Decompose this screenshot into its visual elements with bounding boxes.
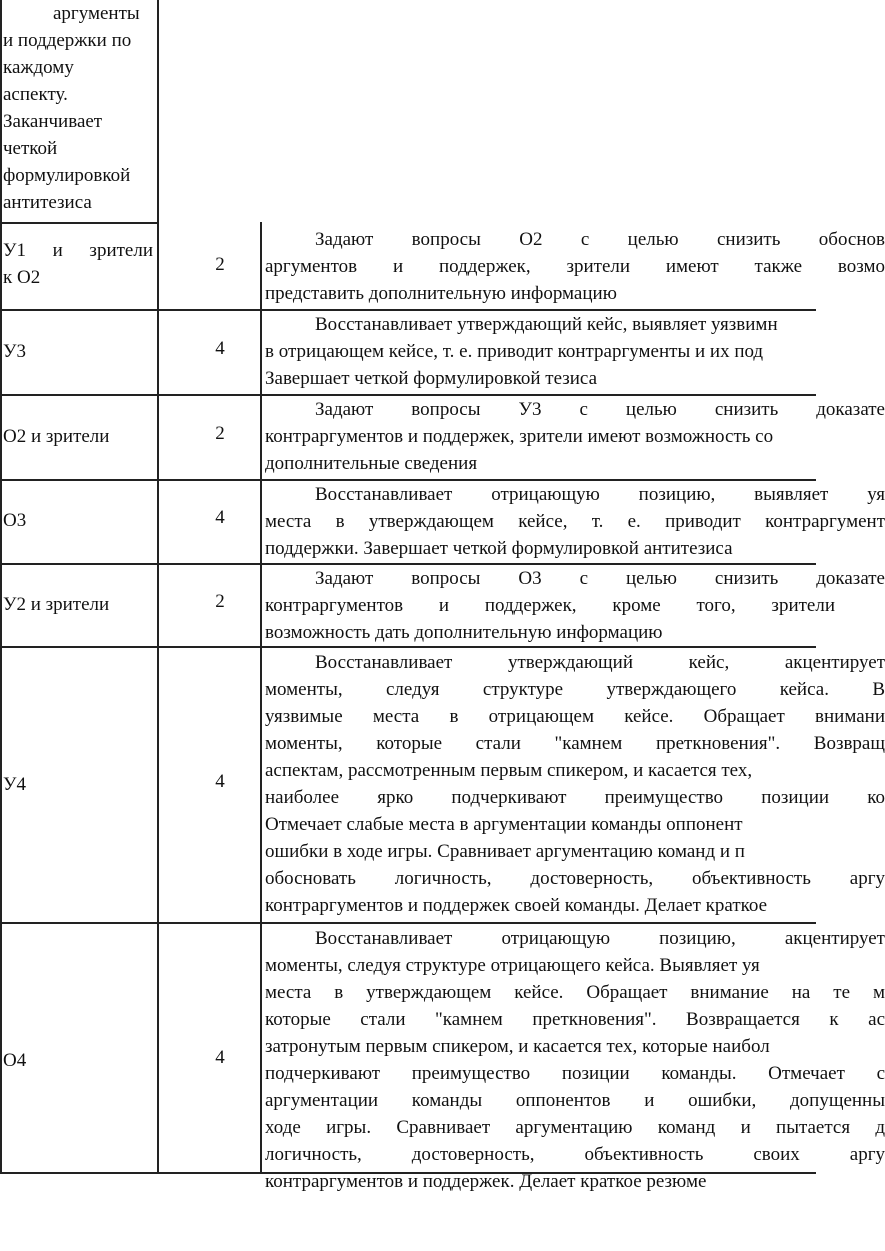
desc-line: контраргументов и поддержек. Делает краткое резюме	[265, 1171, 707, 1192]
desc-line: дополнительные сведения	[265, 453, 478, 474]
desc-line: Восстанавливает отрицающую позицию, выявляет уя	[315, 484, 885, 505]
desc-line: места в утверждающем кейсе. Обращает внимание на те м	[265, 982, 885, 1003]
desc-line: места в утверждающем кейсе, т. е. приводит контраргумент	[265, 511, 885, 532]
column-divider-time	[260, 222, 262, 1174]
row-description	[265, 649, 885, 919]
fragment-line: и поддержки по	[3, 30, 132, 51]
desc-line: контраргументов и поддержек, кроме того, зрители	[265, 595, 835, 616]
desc-line: Завершает четкой формулировкой тезиса	[265, 368, 598, 389]
desc-line: которые стали "камнем преткновения". Возвращается к ас	[265, 1009, 885, 1030]
desc-line: Восстанавливает отрицающую позицию, акцентирует	[315, 928, 885, 949]
desc-line: ошибки в ходе игры. Сравнивает аргументацию команд и п	[265, 841, 745, 862]
fragment-line: формулировкой	[3, 165, 131, 186]
fragment-line: каждому	[3, 57, 74, 78]
row-description	[265, 925, 885, 1195]
row-time: 4	[215, 771, 225, 792]
desc-line: моменты, следуя структуре утверждающего кейса. В	[265, 679, 885, 700]
fragment-line: Заканчивает	[3, 111, 103, 132]
desc-line: затронутым первым спикером, и касается тех, которые наибол	[265, 1036, 770, 1057]
desc-line: аргументации команды оппонентов и ошибки, допущенны	[265, 1090, 885, 1111]
desc-line: логичность, достоверность, объективность своих аргу	[265, 1144, 885, 1165]
desc-line: обосновать логичность, достоверность, объективность аргу	[265, 868, 885, 889]
desc-line: в отрицающем кейсе, т. е. приводит контраргументы и их под	[265, 341, 764, 362]
fragment-line: четкой	[3, 138, 58, 159]
row-description	[265, 396, 885, 477]
desc-line: Задают вопросы У3 с целью снизить доказате	[315, 399, 885, 420]
desc-line: Восстанавливает утверждающий кейс, выявляет уязвимн	[315, 314, 778, 335]
row-role: О2 и зрители	[3, 426, 110, 447]
row-role: У4	[3, 774, 26, 795]
column-divider-role	[157, 0, 159, 1174]
desc-line: Задают вопросы О2 с целью снизить обоснов	[315, 229, 885, 250]
desc-line: уязвимые места в отрицающем кейсе. Обращает внимани	[265, 706, 885, 727]
row-description	[265, 481, 885, 562]
row-time: 4	[215, 1047, 225, 1068]
table-border-left	[0, 0, 2, 1174]
desc-line: контраргументов и поддержек, зрители имеют возможность со	[265, 426, 774, 447]
fragment-line: аргументы	[53, 3, 140, 24]
row-description	[265, 565, 885, 646]
row-time: 2	[215, 591, 225, 612]
desc-line: наиболее ярко подчеркивают преимущество позиции ко	[265, 787, 885, 808]
desc-line: Отмечает слабые места в аргументации команды оппонент	[265, 814, 743, 835]
role-line: У1 и зрители	[3, 240, 153, 261]
desc-line: возможность дать дополнительную информацию	[265, 622, 663, 643]
row-divider	[0, 222, 158, 224]
row-divider	[0, 922, 816, 924]
desc-line: моменты, следуя структуре отрицающего кейса. Выявляет уя	[265, 955, 760, 976]
row-role: У2 и зрители	[3, 594, 110, 615]
desc-line: поддержки. Завершает четкой формулировкой антитезиса	[265, 538, 733, 559]
row-time: 4	[215, 507, 225, 528]
row-divider	[0, 646, 816, 648]
desc-line: аргументов и поддержек, зрители имеют также возмо	[265, 256, 885, 277]
desc-line: Задают вопросы О3 с целью снизить доказате	[315, 568, 885, 589]
desc-line: аспектам, рассмотренным первым спикером, и касается тех,	[265, 760, 753, 781]
fragment-line: аспекту.	[3, 84, 68, 105]
row-description	[265, 311, 816, 392]
desc-line: моменты, которые стали "камнем преткновения". Возвращ	[265, 733, 885, 754]
row-role: У3	[3, 341, 26, 362]
row-time: 2	[215, 254, 225, 275]
desc-line: ходе игры. Сравнивает аргументацию команд и пытается д	[265, 1117, 885, 1138]
role-line: к О2	[3, 267, 41, 288]
row-time: 2	[215, 423, 225, 444]
row-time: 4	[215, 338, 225, 359]
desc-line: контраргументов и поддержек своей команды. Делает краткое	[265, 895, 768, 916]
row-description	[265, 226, 885, 307]
fragment-line: антитезиса	[3, 192, 92, 213]
row-role: О3	[3, 510, 27, 531]
top-fragment	[3, 0, 153, 216]
desc-line: представить дополнительную информацию	[265, 283, 617, 304]
desc-line: Восстанавливает утверждающий кейс, акцентирует	[315, 652, 885, 673]
row-role: О4	[3, 1050, 27, 1071]
row-role	[3, 237, 153, 291]
desc-line: подчеркивают преимущество позиции команды. Отмечает с	[265, 1063, 885, 1084]
